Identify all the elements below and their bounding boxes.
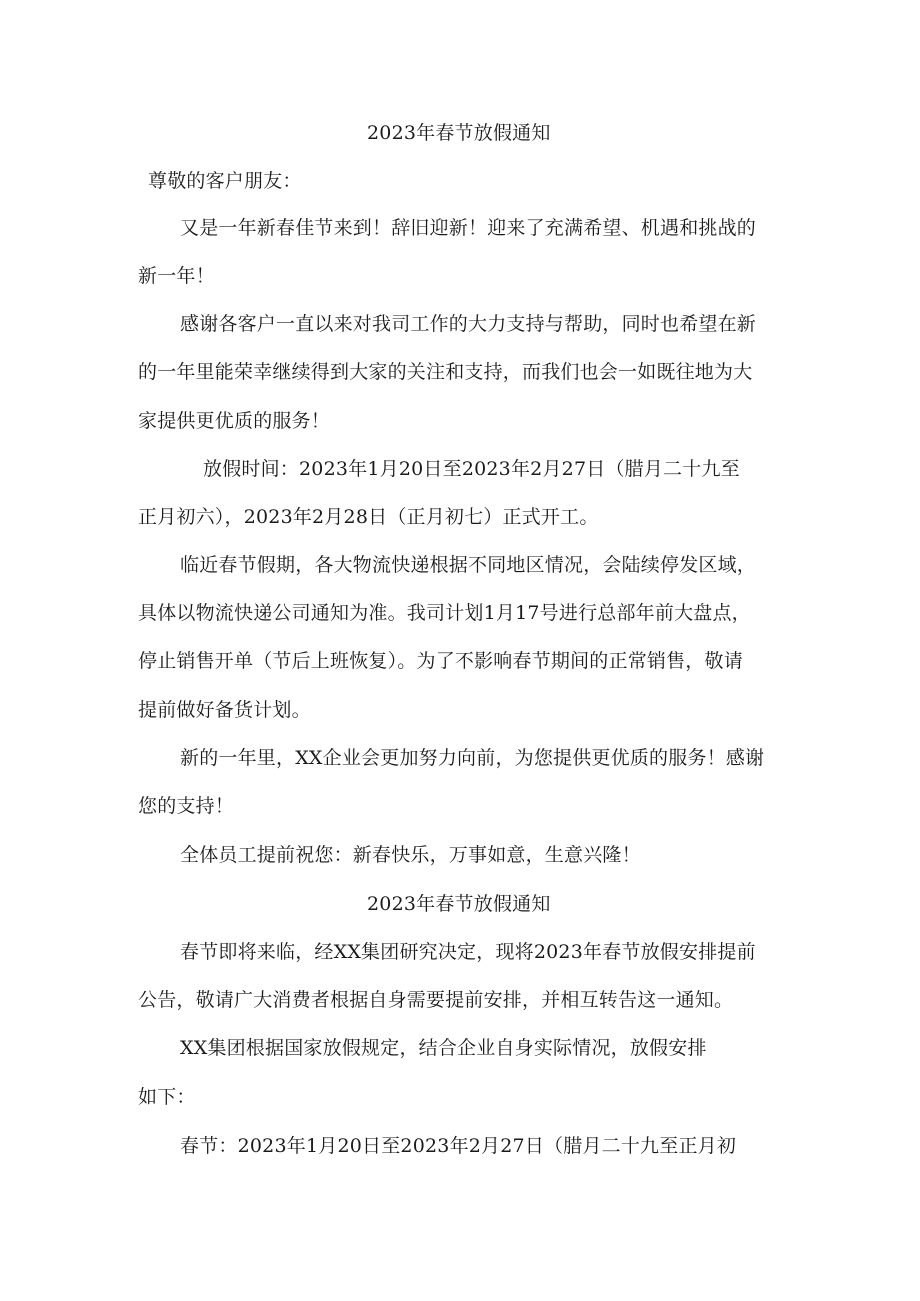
notice2-title: 2023年春节放假通知 [367,893,551,915]
notice1-title: 2023年春节放假通知 [367,122,551,144]
notice1-paragraph2-line3: 家提供更优质的服务！ [138,410,331,432]
notice1-paragraph4-line4: 提前做好备货计划。 [138,699,311,721]
notice1-paragraph1-line1: 又是一年新春佳节来到！辞旧迎新！迎来了充满希望、机遇和挑战的 [180,217,757,239]
notice1-paragraph5-line1: 新的一年里，XX企业会更加努力向前，为您提供更优质的服务！感谢 [180,747,765,769]
notice1-greeting: 尊敬的客户朋友： [148,170,302,192]
notice2-paragraph2-line2: 如下： [138,1086,196,1108]
notice1-paragraph4-line1: 临近春节假期，各大物流快递根据不同地区情况，会陆续停发区域， [180,554,757,576]
notice1-paragraph2-line2: 的一年里能荣幸继续得到大家的关注和支持，而我们也会一如既往地为大 [138,361,753,383]
notice1-paragraph4-line3: 停止销售开单（节后上班恢复）。为了不影响春节期间的正常销售，敬请 [138,650,743,672]
notice1-paragraph5-line2: 您的支持！ [138,795,235,817]
notice1-paragraph2-line1: 感谢各客户一直以来对我司工作的大力支持与帮助，同时也希望在新 [180,313,757,335]
notice1-paragraph3-line1: 放假时间：2023年1月20日至2023年2月27日（腊月二十九至 [203,458,740,480]
notice2-paragraph2-line1: XX集团根据国家放假规定，结合企业自身实际情况，放假安排 [180,1037,707,1059]
notice1-paragraph1-line2: 新一年！ [138,265,215,287]
notice2-paragraph3-line1: 春节：2023年1月20日至2023年2月27日（腊月二十九至正月初 [180,1135,737,1157]
notice2-paragraph1-line1: 春节即将来临，经XX集团研究决定，现将2023年春节放假安排提前 [180,941,756,963]
notice1-paragraph3-line2: 正月初六），2023年2月28日（正月初七）正式开工。 [138,506,599,528]
notice1-paragraph6-line1: 全体员工提前祝您：新春快乐，万事如意，生意兴隆！ [180,844,641,866]
notice1-paragraph4-line2: 具体以物流快递公司通知为准。我司计划1月17号进行总部年前大盘点， [138,602,751,624]
notice2-paragraph1-line2: 公告，敬请广大消费者根据自身需要提前安排，并相互转告这一通知。 [138,989,734,1011]
